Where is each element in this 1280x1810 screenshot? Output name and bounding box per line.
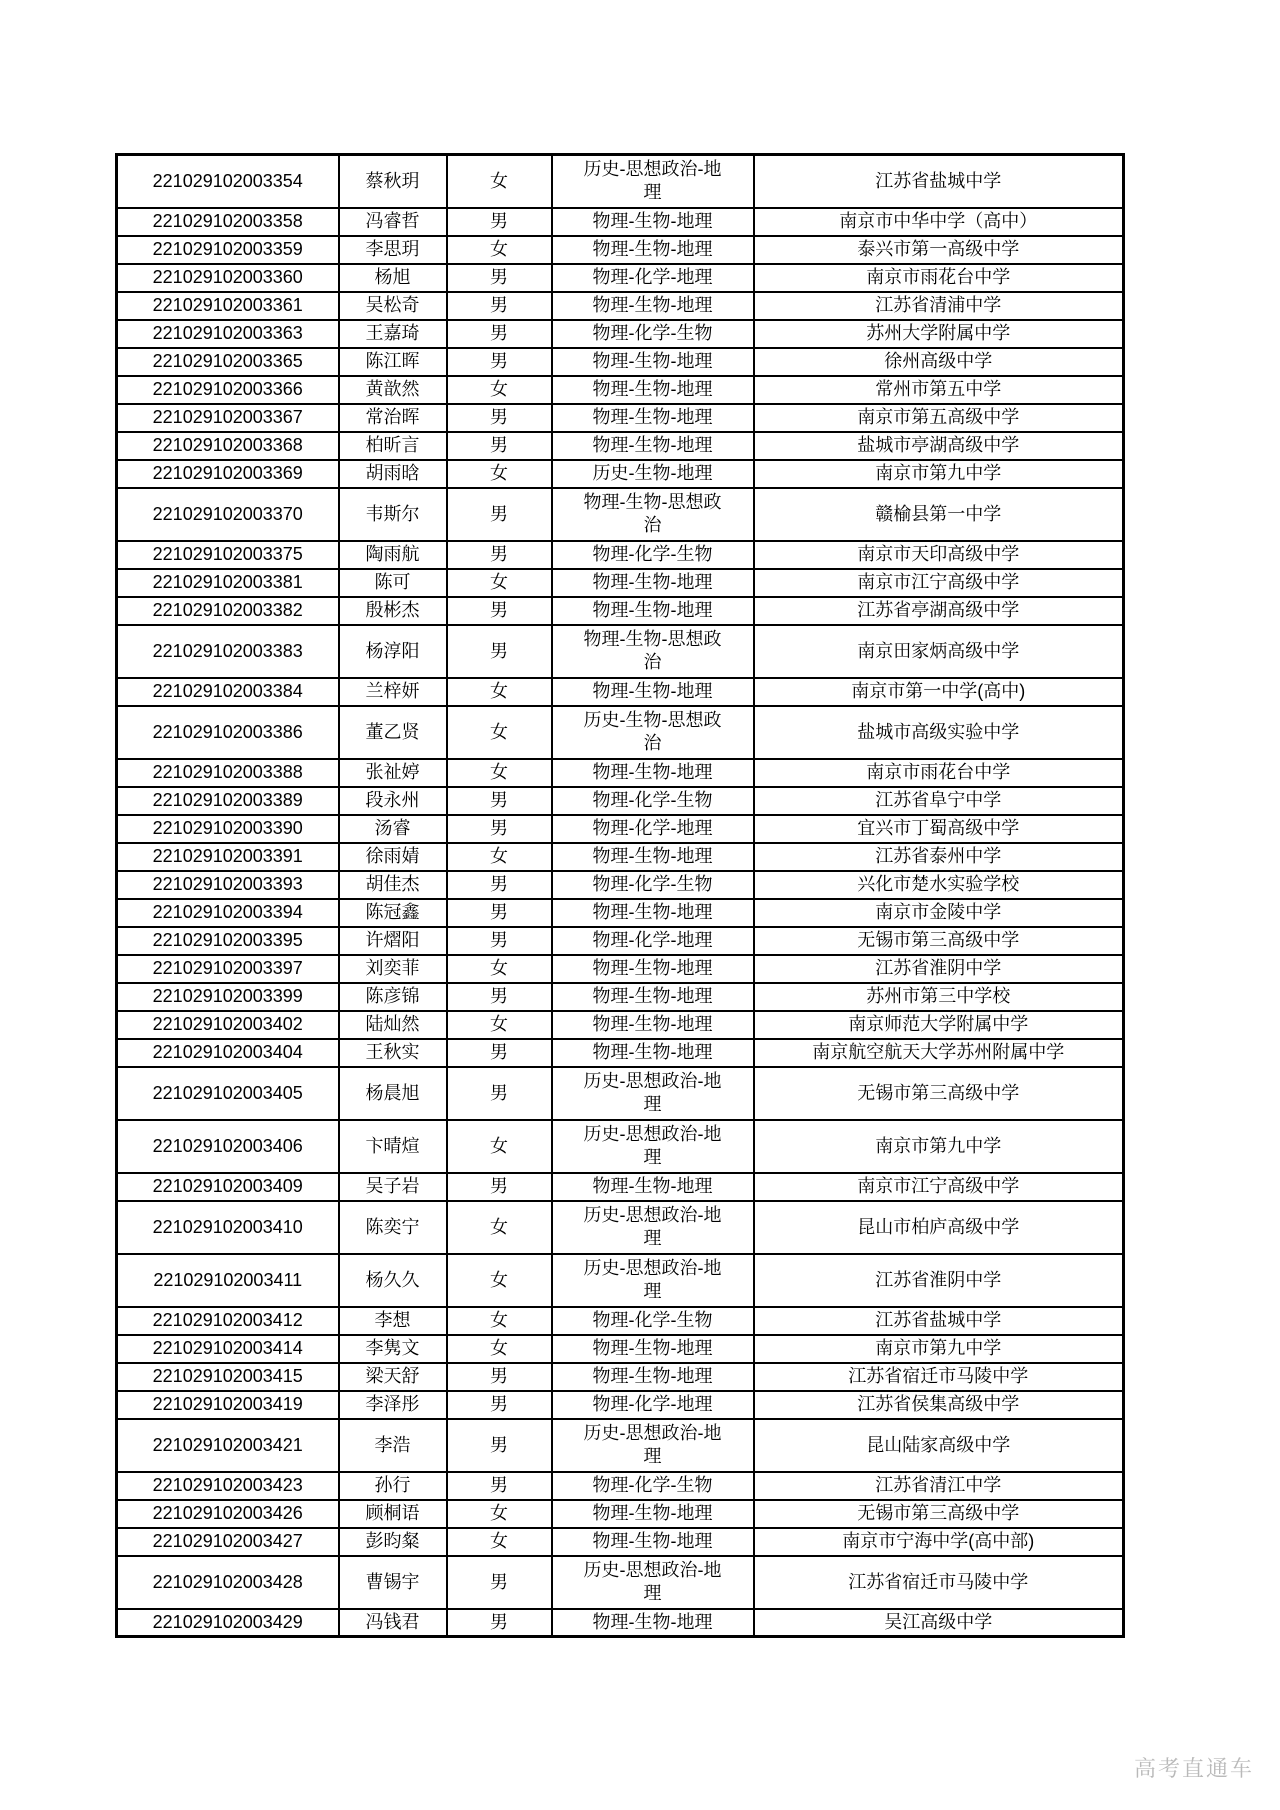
candidate-id-cell: 221029102003391 bbox=[117, 843, 339, 871]
name-cell: 吴松奇 bbox=[339, 292, 447, 320]
name-cell: 徐雨婧 bbox=[339, 843, 447, 871]
school-cell: 南京市第一中学(高中) bbox=[754, 678, 1124, 706]
table-row bbox=[117, 1254, 1124, 1307]
table-row bbox=[117, 376, 1124, 404]
subjects-cell: 物理-生物-地理 bbox=[552, 236, 754, 264]
candidate-table bbox=[115, 153, 1125, 1638]
gender-cell: 男 bbox=[447, 1363, 552, 1391]
gender-cell: 女 bbox=[447, 376, 552, 404]
table-row bbox=[117, 1500, 1124, 1528]
candidate-id-cell: 221029102003402 bbox=[117, 1011, 339, 1039]
school-cell: 南京市金陵中学 bbox=[754, 899, 1124, 927]
gender-cell: 男 bbox=[447, 264, 552, 292]
candidate-id-cell: 221029102003423 bbox=[117, 1472, 339, 1500]
name-cell: 杨晨旭 bbox=[339, 1067, 447, 1120]
gender-cell: 男 bbox=[447, 927, 552, 955]
table-row bbox=[117, 460, 1124, 488]
school-cell: 无锡市第三高级中学 bbox=[754, 1500, 1124, 1528]
subjects-cell: 物理-生物-思想政 治 bbox=[552, 625, 754, 678]
school-cell: 昆山市柏庐高级中学 bbox=[754, 1201, 1124, 1254]
subjects-cell: 历史-思想政治-地 理 bbox=[552, 1067, 754, 1120]
gender-cell: 女 bbox=[447, 236, 552, 264]
subjects-cell: 物理-生物-地理 bbox=[552, 983, 754, 1011]
table-row bbox=[117, 1120, 1124, 1173]
school-cell: 兴化市楚水实验学校 bbox=[754, 871, 1124, 899]
table-row bbox=[117, 955, 1124, 983]
gender-cell: 男 bbox=[447, 1391, 552, 1419]
candidate-id-cell: 221029102003404 bbox=[117, 1039, 339, 1067]
table-row bbox=[117, 488, 1124, 541]
school-cell: 江苏省亭湖高级中学 bbox=[754, 597, 1124, 625]
school-cell: 江苏省淮阴中学 bbox=[754, 1254, 1124, 1307]
school-cell: 南京田家炳高级中学 bbox=[754, 625, 1124, 678]
name-cell: 卞晴煊 bbox=[339, 1120, 447, 1173]
gender-cell: 男 bbox=[447, 1556, 552, 1609]
table-row bbox=[117, 1391, 1124, 1419]
table-row bbox=[117, 432, 1124, 460]
subjects-cell: 物理-化学-地理 bbox=[552, 927, 754, 955]
candidate-id-cell: 221029102003419 bbox=[117, 1391, 339, 1419]
table-row bbox=[117, 625, 1124, 678]
subjects-cell: 物理-化学-生物 bbox=[552, 1472, 754, 1500]
gender-cell: 女 bbox=[447, 1011, 552, 1039]
table-row bbox=[117, 1067, 1124, 1120]
candidate-id-cell: 221029102003386 bbox=[117, 706, 339, 759]
subjects-cell: 物理-生物-地理 bbox=[552, 1039, 754, 1067]
subjects-cell: 物理-生物-地理 bbox=[552, 1173, 754, 1201]
table-row bbox=[117, 1335, 1124, 1363]
subjects-cell: 历史-思想政治-地 理 bbox=[552, 1556, 754, 1609]
candidate-id-cell: 221029102003370 bbox=[117, 488, 339, 541]
subjects-cell: 物理-化学-地理 bbox=[552, 1391, 754, 1419]
school-cell: 无锡市第三高级中学 bbox=[754, 1067, 1124, 1120]
subjects-cell: 历史-生物-思想政 治 bbox=[552, 706, 754, 759]
name-cell: 李隽文 bbox=[339, 1335, 447, 1363]
subjects-cell: 物理-生物-思想政 治 bbox=[552, 488, 754, 541]
school-cell: 南京师范大学附属中学 bbox=[754, 1011, 1124, 1039]
school-cell: 徐州高级中学 bbox=[754, 348, 1124, 376]
name-cell: 孙行 bbox=[339, 1472, 447, 1500]
name-cell: 殷彬杰 bbox=[339, 597, 447, 625]
gender-cell: 男 bbox=[447, 1039, 552, 1067]
gender-cell: 男 bbox=[447, 404, 552, 432]
candidate-id-cell: 221029102003428 bbox=[117, 1556, 339, 1609]
school-cell: 江苏省盐城中学 bbox=[754, 155, 1124, 208]
school-cell: 江苏省宿迁市马陵中学 bbox=[754, 1556, 1124, 1609]
subjects-cell: 物理-生物-地理 bbox=[552, 759, 754, 787]
subjects-cell: 物理-化学-生物 bbox=[552, 541, 754, 569]
subjects-cell: 历史-思想政治-地 理 bbox=[552, 1254, 754, 1307]
name-cell: 吴子岩 bbox=[339, 1173, 447, 1201]
candidate-id-cell: 221029102003426 bbox=[117, 1500, 339, 1528]
subjects-cell: 物理-化学-生物 bbox=[552, 871, 754, 899]
candidate-id-cell: 221029102003360 bbox=[117, 264, 339, 292]
name-cell: 杨旭 bbox=[339, 264, 447, 292]
candidate-id-cell: 221029102003406 bbox=[117, 1120, 339, 1173]
table-row bbox=[117, 1609, 1124, 1637]
name-cell: 王嘉琦 bbox=[339, 320, 447, 348]
school-cell: 江苏省阜宁中学 bbox=[754, 787, 1124, 815]
subjects-cell: 物理-化学-生物 bbox=[552, 787, 754, 815]
candidate-id-cell: 221029102003382 bbox=[117, 597, 339, 625]
table-row bbox=[117, 264, 1124, 292]
candidate-id-cell: 221029102003359 bbox=[117, 236, 339, 264]
gender-cell: 女 bbox=[447, 1120, 552, 1173]
table-row bbox=[117, 815, 1124, 843]
school-cell: 南京市雨花台中学 bbox=[754, 759, 1124, 787]
school-cell: 江苏省盐城中学 bbox=[754, 1307, 1124, 1335]
table-row bbox=[117, 899, 1124, 927]
subjects-cell: 物理-生物-地理 bbox=[552, 843, 754, 871]
gender-cell: 男 bbox=[447, 1609, 552, 1637]
name-cell: 段永州 bbox=[339, 787, 447, 815]
table-row bbox=[117, 871, 1124, 899]
table-row bbox=[117, 208, 1124, 236]
subjects-cell: 物理-生物-地理 bbox=[552, 899, 754, 927]
table-row bbox=[117, 541, 1124, 569]
subjects-cell: 物理-生物-地理 bbox=[552, 597, 754, 625]
name-cell: 冯睿哲 bbox=[339, 208, 447, 236]
candidate-id-cell: 221029102003361 bbox=[117, 292, 339, 320]
table-row bbox=[117, 1011, 1124, 1039]
name-cell: 杨淳阳 bbox=[339, 625, 447, 678]
gender-cell: 女 bbox=[447, 678, 552, 706]
name-cell: 汤睿 bbox=[339, 815, 447, 843]
candidate-id-cell: 221029102003421 bbox=[117, 1419, 339, 1472]
subjects-cell: 物理-生物-地理 bbox=[552, 292, 754, 320]
school-cell: 南京市宁海中学(高中部) bbox=[754, 1528, 1124, 1556]
school-cell: 苏州大学附属中学 bbox=[754, 320, 1124, 348]
gender-cell: 女 bbox=[447, 1335, 552, 1363]
school-cell: 赣榆县第一中学 bbox=[754, 488, 1124, 541]
school-cell: 南京市第九中学 bbox=[754, 1335, 1124, 1363]
school-cell: 昆山陆家高级中学 bbox=[754, 1419, 1124, 1472]
table-row bbox=[117, 1556, 1124, 1609]
gender-cell: 男 bbox=[447, 597, 552, 625]
name-cell: 兰梓妍 bbox=[339, 678, 447, 706]
school-cell: 南京市第九中学 bbox=[754, 1120, 1124, 1173]
name-cell: 李浩 bbox=[339, 1419, 447, 1472]
name-cell: 顾桐语 bbox=[339, 1500, 447, 1528]
subjects-cell: 物理-生物-地理 bbox=[552, 208, 754, 236]
gender-cell: 男 bbox=[447, 432, 552, 460]
subjects-cell: 物理-化学-地理 bbox=[552, 815, 754, 843]
subjects-cell: 历史-思想政治-地 理 bbox=[552, 1120, 754, 1173]
subjects-cell: 物理-生物-地理 bbox=[552, 1363, 754, 1391]
table-row bbox=[117, 1472, 1124, 1500]
candidate-id-cell: 221029102003366 bbox=[117, 376, 339, 404]
gender-cell: 男 bbox=[447, 1472, 552, 1500]
school-cell: 南京市中华中学（高中） bbox=[754, 208, 1124, 236]
gender-cell: 女 bbox=[447, 706, 552, 759]
candidate-id-cell: 221029102003405 bbox=[117, 1067, 339, 1120]
school-cell: 南京市第五高级中学 bbox=[754, 404, 1124, 432]
table-row bbox=[117, 320, 1124, 348]
candidate-id-cell: 221029102003375 bbox=[117, 541, 339, 569]
candidate-id-cell: 221029102003412 bbox=[117, 1307, 339, 1335]
watermark: 高考直通车 bbox=[1133, 1756, 1254, 1781]
name-cell: 李思玥 bbox=[339, 236, 447, 264]
school-cell: 南京航空航天大学苏州附属中学 bbox=[754, 1039, 1124, 1067]
name-cell: 王秋实 bbox=[339, 1039, 447, 1067]
subjects-cell: 历史-生物-地理 bbox=[552, 460, 754, 488]
name-cell: 蔡秋玥 bbox=[339, 155, 447, 208]
table-row bbox=[117, 404, 1124, 432]
table-row bbox=[117, 597, 1124, 625]
subjects-cell: 物理-化学-地理 bbox=[552, 264, 754, 292]
gender-cell: 女 bbox=[447, 759, 552, 787]
gender-cell: 男 bbox=[447, 320, 552, 348]
name-cell: 陈可 bbox=[339, 569, 447, 597]
school-cell: 南京市天印高级中学 bbox=[754, 541, 1124, 569]
gender-cell: 男 bbox=[447, 488, 552, 541]
candidate-id-cell: 221029102003394 bbox=[117, 899, 339, 927]
table-row bbox=[117, 1363, 1124, 1391]
name-cell: 黄歆然 bbox=[339, 376, 447, 404]
table-row bbox=[117, 787, 1124, 815]
gender-cell: 女 bbox=[447, 843, 552, 871]
candidate-table-body bbox=[117, 155, 1124, 1637]
subjects-cell: 物理-生物-地理 bbox=[552, 1335, 754, 1363]
gender-cell: 男 bbox=[447, 871, 552, 899]
table-row bbox=[117, 1039, 1124, 1067]
name-cell: 陶雨航 bbox=[339, 541, 447, 569]
subjects-cell: 物理-生物-地理 bbox=[552, 678, 754, 706]
candidate-id-cell: 221029102003397 bbox=[117, 955, 339, 983]
name-cell: 陈冠鑫 bbox=[339, 899, 447, 927]
candidate-id-cell: 221029102003411 bbox=[117, 1254, 339, 1307]
gender-cell: 女 bbox=[447, 569, 552, 597]
school-cell: 江苏省宿迁市马陵中学 bbox=[754, 1363, 1124, 1391]
school-cell: 江苏省淮阴中学 bbox=[754, 955, 1124, 983]
school-cell: 盐城市亭湖高级中学 bbox=[754, 432, 1124, 460]
gender-cell: 男 bbox=[447, 787, 552, 815]
school-cell: 江苏省清江中学 bbox=[754, 1472, 1124, 1500]
candidate-id-cell: 221029102003381 bbox=[117, 569, 339, 597]
subjects-cell: 物理-生物-地理 bbox=[552, 1609, 754, 1637]
table-row bbox=[117, 983, 1124, 1011]
name-cell: 许熠阳 bbox=[339, 927, 447, 955]
candidate-id-cell: 221029102003363 bbox=[117, 320, 339, 348]
name-cell: 冯钱君 bbox=[339, 1609, 447, 1637]
candidate-id-cell: 221029102003358 bbox=[117, 208, 339, 236]
subjects-cell: 物理-生物-地理 bbox=[552, 348, 754, 376]
school-cell: 宜兴市丁蜀高级中学 bbox=[754, 815, 1124, 843]
gender-cell: 男 bbox=[447, 1067, 552, 1120]
gender-cell: 男 bbox=[447, 292, 552, 320]
table-row bbox=[117, 1528, 1124, 1556]
gender-cell: 男 bbox=[447, 899, 552, 927]
subjects-cell: 物理-生物-地理 bbox=[552, 404, 754, 432]
candidate-id-cell: 221029102003384 bbox=[117, 678, 339, 706]
school-cell: 南京市江宁高级中学 bbox=[754, 569, 1124, 597]
school-cell: 常州市第五中学 bbox=[754, 376, 1124, 404]
name-cell: 张祉婷 bbox=[339, 759, 447, 787]
subjects-cell: 历史-思想政治-地 理 bbox=[552, 1201, 754, 1254]
table-row bbox=[117, 1173, 1124, 1201]
gender-cell: 女 bbox=[447, 1528, 552, 1556]
candidate-id-cell: 221029102003415 bbox=[117, 1363, 339, 1391]
candidate-id-cell: 221029102003388 bbox=[117, 759, 339, 787]
table-row bbox=[117, 706, 1124, 759]
candidate-id-cell: 221029102003389 bbox=[117, 787, 339, 815]
gender-cell: 男 bbox=[447, 348, 552, 376]
gender-cell: 女 bbox=[447, 1307, 552, 1335]
table-row bbox=[117, 1201, 1124, 1254]
name-cell: 梁天舒 bbox=[339, 1363, 447, 1391]
candidate-id-cell: 221029102003369 bbox=[117, 460, 339, 488]
gender-cell: 女 bbox=[447, 155, 552, 208]
subjects-cell: 物理-生物-地理 bbox=[552, 1500, 754, 1528]
table-row bbox=[117, 569, 1124, 597]
subjects-cell: 物理-生物-地理 bbox=[552, 376, 754, 404]
school-cell: 南京市江宁高级中学 bbox=[754, 1173, 1124, 1201]
table-row bbox=[117, 678, 1124, 706]
table-row bbox=[117, 292, 1124, 320]
table-row bbox=[117, 236, 1124, 264]
candidate-id-cell: 221029102003367 bbox=[117, 404, 339, 432]
gender-cell: 女 bbox=[447, 460, 552, 488]
gender-cell: 男 bbox=[447, 1173, 552, 1201]
candidate-id-cell: 221029102003383 bbox=[117, 625, 339, 678]
table-row bbox=[117, 927, 1124, 955]
candidate-id-cell: 221029102003354 bbox=[117, 155, 339, 208]
candidate-id-cell: 221029102003399 bbox=[117, 983, 339, 1011]
name-cell: 李泽彤 bbox=[339, 1391, 447, 1419]
gender-cell: 男 bbox=[447, 815, 552, 843]
candidate-id-cell: 221029102003429 bbox=[117, 1609, 339, 1637]
name-cell: 陈江晖 bbox=[339, 348, 447, 376]
school-cell: 南京市第九中学 bbox=[754, 460, 1124, 488]
subjects-cell: 物理-生物-地理 bbox=[552, 1011, 754, 1039]
name-cell: 刘奕菲 bbox=[339, 955, 447, 983]
candidate-id-cell: 221029102003427 bbox=[117, 1528, 339, 1556]
gender-cell: 男 bbox=[447, 541, 552, 569]
subjects-cell: 物理-生物-地理 bbox=[552, 569, 754, 597]
name-cell: 陈奕宁 bbox=[339, 1201, 447, 1254]
table-row bbox=[117, 1307, 1124, 1335]
name-cell: 杨久久 bbox=[339, 1254, 447, 1307]
candidate-id-cell: 221029102003409 bbox=[117, 1173, 339, 1201]
gender-cell: 男 bbox=[447, 1419, 552, 1472]
table-row bbox=[117, 759, 1124, 787]
subjects-cell: 物理-生物-地理 bbox=[552, 432, 754, 460]
table-row bbox=[117, 348, 1124, 376]
name-cell: 陈彦锦 bbox=[339, 983, 447, 1011]
name-cell: 韦斯尔 bbox=[339, 488, 447, 541]
school-cell: 无锡市第三高级中学 bbox=[754, 927, 1124, 955]
name-cell: 董乙贤 bbox=[339, 706, 447, 759]
name-cell: 彭昀粲 bbox=[339, 1528, 447, 1556]
candidate-id-cell: 221029102003410 bbox=[117, 1201, 339, 1254]
school-cell: 吴江高级中学 bbox=[754, 1609, 1124, 1637]
subjects-cell: 历史-思想政治-地 理 bbox=[552, 1419, 754, 1472]
school-cell: 泰兴市第一高级中学 bbox=[754, 236, 1124, 264]
subjects-cell: 物理-化学-生物 bbox=[552, 1307, 754, 1335]
gender-cell: 女 bbox=[447, 955, 552, 983]
name-cell: 陆灿然 bbox=[339, 1011, 447, 1039]
candidate-id-cell: 221029102003365 bbox=[117, 348, 339, 376]
name-cell: 曹锡宇 bbox=[339, 1556, 447, 1609]
subjects-cell: 物理-生物-地理 bbox=[552, 1528, 754, 1556]
candidate-id-cell: 221029102003368 bbox=[117, 432, 339, 460]
name-cell: 李想 bbox=[339, 1307, 447, 1335]
table-row bbox=[117, 843, 1124, 871]
gender-cell: 男 bbox=[447, 625, 552, 678]
school-cell: 江苏省侯集高级中学 bbox=[754, 1391, 1124, 1419]
name-cell: 柏昕言 bbox=[339, 432, 447, 460]
school-cell: 苏州市第三中学校 bbox=[754, 983, 1124, 1011]
gender-cell: 女 bbox=[447, 1254, 552, 1307]
gender-cell: 男 bbox=[447, 983, 552, 1011]
gender-cell: 女 bbox=[447, 1201, 552, 1254]
school-cell: 盐城市高级实验中学 bbox=[754, 706, 1124, 759]
gender-cell: 女 bbox=[447, 1500, 552, 1528]
name-cell: 胡佳杰 bbox=[339, 871, 447, 899]
candidate-id-cell: 221029102003395 bbox=[117, 927, 339, 955]
candidate-id-cell: 221029102003390 bbox=[117, 815, 339, 843]
candidate-id-cell: 221029102003393 bbox=[117, 871, 339, 899]
name-cell: 常治晖 bbox=[339, 404, 447, 432]
subjects-cell: 物理-生物-地理 bbox=[552, 955, 754, 983]
table-row bbox=[117, 1419, 1124, 1472]
subjects-cell: 物理-化学-生物 bbox=[552, 320, 754, 348]
subjects-cell: 历史-思想政治-地 理 bbox=[552, 155, 754, 208]
school-cell: 江苏省泰州中学 bbox=[754, 843, 1124, 871]
school-cell: 江苏省清浦中学 bbox=[754, 292, 1124, 320]
gender-cell: 男 bbox=[447, 208, 552, 236]
name-cell: 胡雨晗 bbox=[339, 460, 447, 488]
school-cell: 南京市雨花台中学 bbox=[754, 264, 1124, 292]
candidate-id-cell: 221029102003414 bbox=[117, 1335, 339, 1363]
table-row bbox=[117, 155, 1124, 208]
